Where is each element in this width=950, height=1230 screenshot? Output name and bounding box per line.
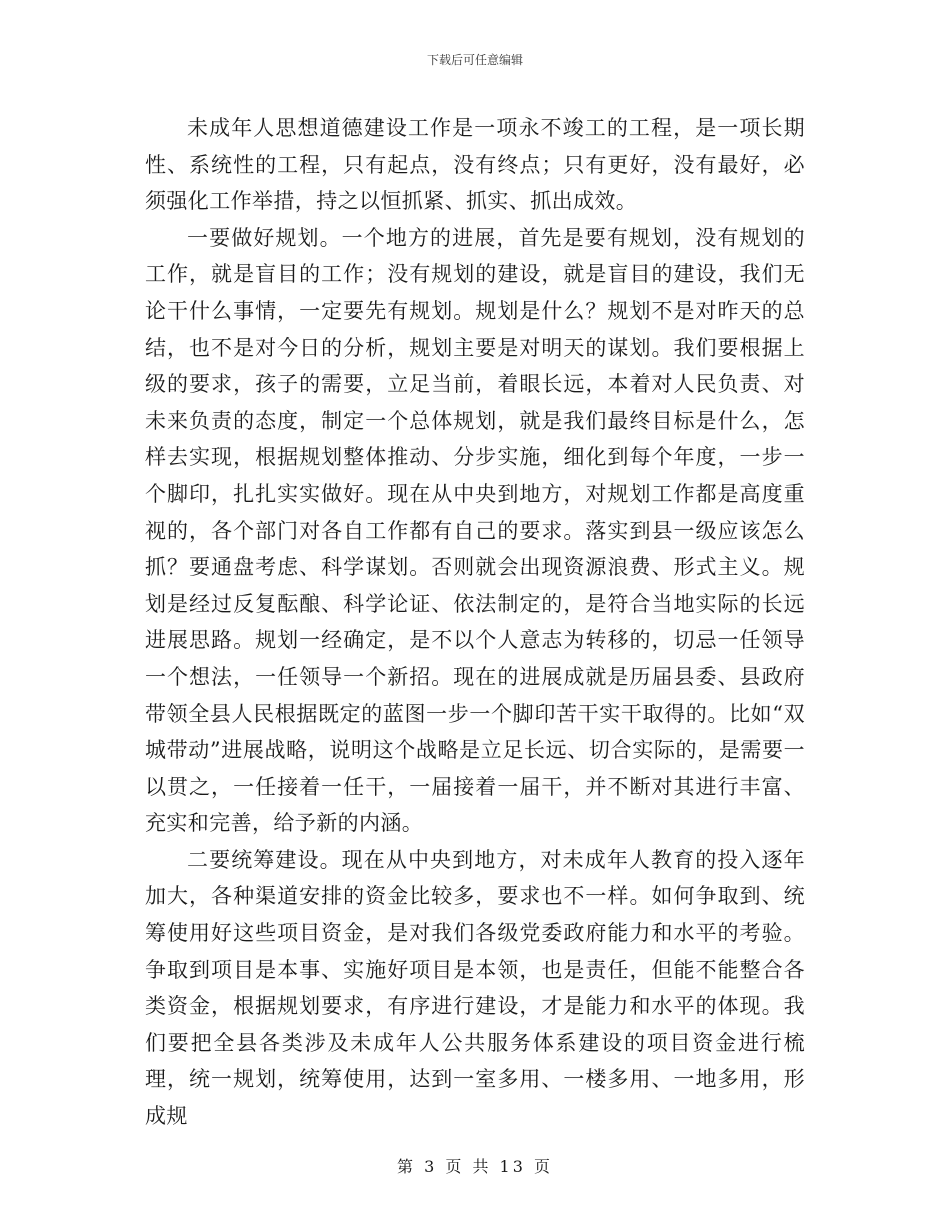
document-body [145,110,805,1135]
paragraph-2: 一要做好规划。一个地方的进展，首先是要有规划，没有规划的工作，就是盲目的工作；没有规划的建设，就是盲目的建设，我们无论干什么事情，一定要先有规划。规划是什么？规划不是对昨天的总结，也不是对今日的分析，规划主要是对明天的谋划。我们要根据上级的要求，孩子的需要，立足当前，着眼长远，本着对人民负责、对未来负责的态度，制定一个总体规划，就是我们最终目标是什么，怎样去实现，根据规划整体推动、分步实施，细化到每个年度，一步一个脚印，扎扎实实做好。现在从中央到地方，对规划工作都是高度重视的，各个部门对各自工作都有自己的要求。落实到县一级应该怎么抓？要通盘考虑、科学谋划。否则就会出现资源浪费、形式主义。规划是经过反复酝酿、科学论证、依法制定的，是符合当地实际的长远进展思路。规划一经确定，是不以个人意志为转移的，切忌一任领导一个想法，一任领导一个新招。现在的进展成就是历届县委、县政府带领全县人民根据既定的蓝图一步一个脚印苦干实干取得的。比如“双城带动”进展战略，说明这个战略是立足长远、切合实际的，是需要一以贯之，一任接着一任干，一届接着一届干，并不断对其进行丰富、充实和完善，给予新的内涵。 [145,225,805,836]
paragraph-1: 未成年人思想道德建设工作是一项永不竣工的工程，是一项长期性、系统性的工程，只有起点，没有终点；只有更好，没有最好，必须强化工作举措，持之以恒抓紧、抓实、抓出成效。 [145,116,805,214]
paragraph-3: 二要统筹建设。现在从中央到地方，对未成年人教育的投入逐年加大，各种渠道安排的资金比较多，要求也不一样。如何争取到、统筹使用好这些项目资金，是对我们各级党委政府能力和水平的考验。争取到项目是本事、实施好项目是本领，也是责任，但能不能整合各类资金，根据规划要求，有序进行建设，才是能力和水平的体现。我们要把全县各类涉及未成年人公共服务体系建设的项目资金进行梳理，统一规划，统筹使用，达到一室多用、一楼多用、一地多用，形成规 [145,847,805,1129]
page-header: 下载后可任意编辑 [426,53,523,67]
page-footer: 第 3 页 共 13 页 [397,1157,553,1176]
